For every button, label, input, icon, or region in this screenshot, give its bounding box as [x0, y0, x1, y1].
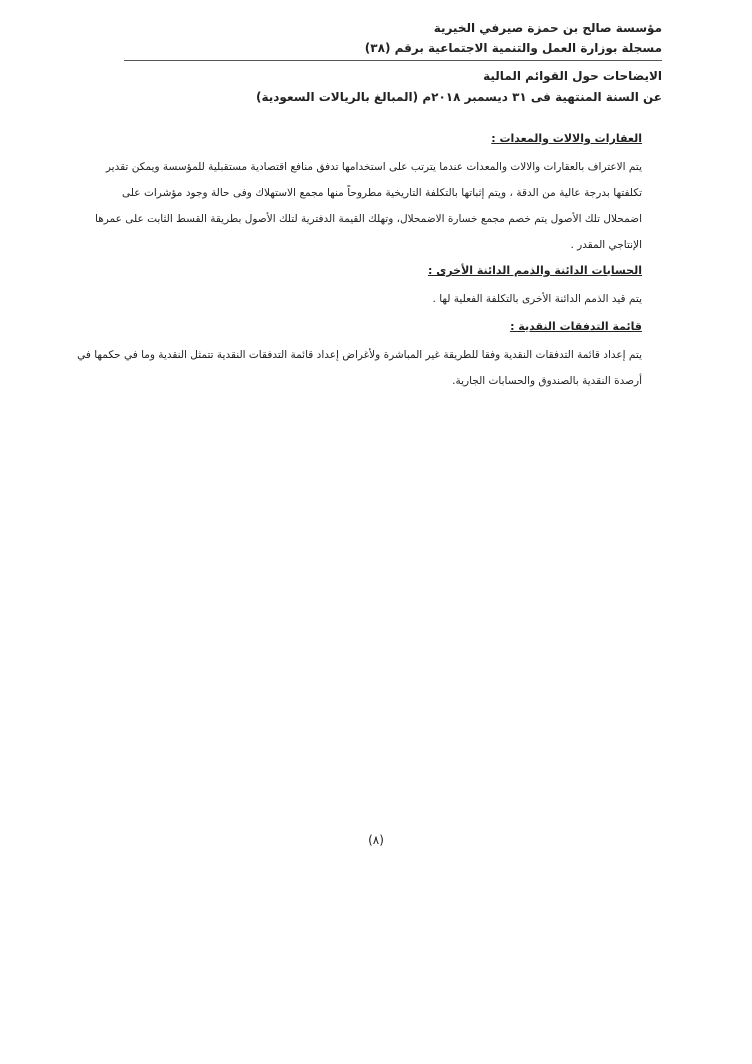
notes-title-block: [122, 66, 662, 108]
section-payables: [122, 262, 642, 312]
paragraph-line: يتم الاعتراف بالعقارات والالات والمعدات عندما يترتب على استخدامها تدفق منافع اقتصادية مستقبلية للمؤسسة ويمكن تقدير: [105, 161, 642, 173]
section-heading: قائمة التدفقات النقدية :: [510, 320, 642, 333]
section-heading: الحسابات الدائنة والذمم الدائنة الأخرى :: [428, 264, 642, 277]
notes-period: عن السنة المنتهية فى ٣١ ديسمبر ٢٠١٨م (المبالغ بالريالات السعودية): [256, 90, 662, 104]
paragraph-line: الإنتاجي المقدر .: [570, 239, 642, 251]
paragraph-line: أرصدة النقدية بالصندوق والحسابات الجارية.: [452, 375, 642, 387]
paragraph-line: يتم قيد الذمم الدائنة الأخرى بالتكلفة الفعلية لها .: [432, 293, 642, 305]
header-divider: [124, 60, 662, 61]
paragraph-line: اضمحلال تلك الأصول يتم خصم مجمع خسارة الاضمحلال، وتهلك القيمة الدفترية لتلك الأصول بطريقة القسط الثابت على عمرها: [95, 213, 642, 225]
page-number: (٨): [368, 833, 384, 847]
section-cash-flows: [77, 318, 642, 394]
notes-title: الايضاحات حول القوائم المالية: [483, 69, 662, 83]
organization-name: مؤسسة صالح بن حمزة صيرفي الخيرية: [433, 21, 662, 35]
registration-line: مسجلة بوزارة العمل والتنمية الاجتماعية برقم (٣٨): [364, 41, 662, 55]
paragraph-line: يتم إعداد قائمة التدفقات النقدية وفقا للطريقة غير المباشرة ولأغراض إعداد قائمة التدفقات النقدية تتمثل النقدية وما في حكمها في: [77, 349, 642, 361]
section-heading: العقارات والالات والمعدات :: [491, 132, 642, 145]
section-property-equipment: [95, 130, 642, 258]
document-header: [122, 18, 662, 58]
paragraph-line: تكلفتها بدرجة عالية من الدقة ، ويتم إثباتها بالتكلفة التاريخية مطروحاً منها مجمع الاستهلاك وفى حالة وجود مؤشرات على: [122, 187, 642, 199]
